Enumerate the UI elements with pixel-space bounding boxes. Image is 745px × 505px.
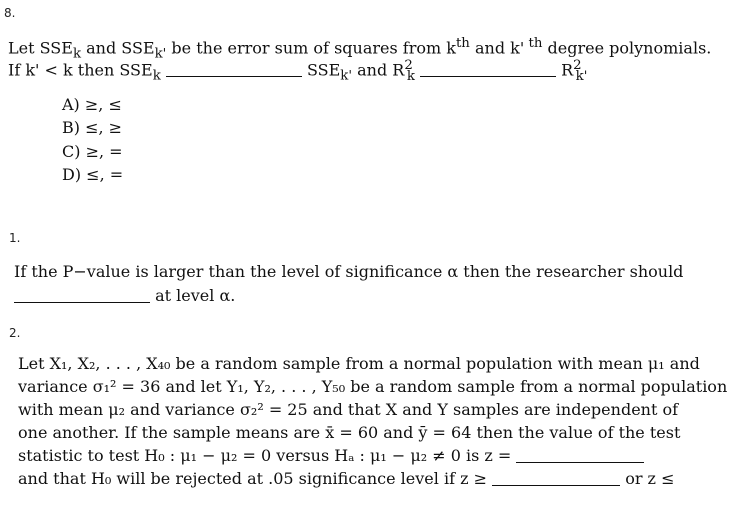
option-c[interactable]: C) ≥, = bbox=[62, 142, 123, 161]
answer-blank[interactable] bbox=[492, 485, 620, 486]
q1-line-2: at level α. bbox=[14, 286, 235, 306]
q1-line-1: If the P−value is larger than the level of significance α then the researcher should bbox=[14, 262, 684, 281]
answer-blank[interactable] bbox=[14, 302, 150, 303]
question-number-1: 1. bbox=[9, 231, 21, 245]
q2-line-5: statistic to test H₀ : μ₁ − μ₂ = 0 versus Hₐ : μ₁ − μ₂ ≠ 0 is z = bbox=[18, 446, 644, 466]
q2-line-4: one another. If the sample means are x̄ = 60 and ȳ = 64 then the value of the test bbox=[18, 423, 681, 442]
option-a[interactable]: A) ≥, ≤ bbox=[62, 95, 122, 114]
q2-line-1: Let X₁, X₂, . . . , X₄₀ be a random sample from a normal population with mean μ₁ and bbox=[18, 354, 700, 373]
option-b[interactable]: B) ≤, ≥ bbox=[62, 118, 123, 137]
q2-line-2: variance σ₁² = 36 and let Y₁, Y₂, . . . , Y₅₀ be a random sample from a normal population bbox=[18, 377, 728, 396]
q8-line-2: If k' < k then $SSE_k$ $SSE_{k'}$ and $R^2_k$ $R^2_{k'}$ bbox=[8, 58, 588, 84]
answer-blank[interactable] bbox=[166, 76, 302, 77]
q2-line-3: with mean μ₂ and variance σ₂² = 25 and that X and Y samples are independent of bbox=[18, 400, 679, 419]
option-d[interactable]: D) ≤, = bbox=[62, 165, 124, 184]
q8-line-1: Let $SSE_k$ and $SSE_{k'}$ be the error sum of squares from $k^{th}$ and k' $^{th}$ degree polynomials. bbox=[8, 36, 712, 62]
q2-line-6: and that H₀ will be rejected at .05 significance level if z ≥ or z ≤ bbox=[18, 469, 675, 488]
question-number-8: 8. bbox=[4, 6, 16, 20]
answer-blank[interactable] bbox=[516, 462, 644, 463]
answer-blank[interactable] bbox=[420, 76, 556, 77]
question-number-2: 2. bbox=[9, 326, 21, 340]
